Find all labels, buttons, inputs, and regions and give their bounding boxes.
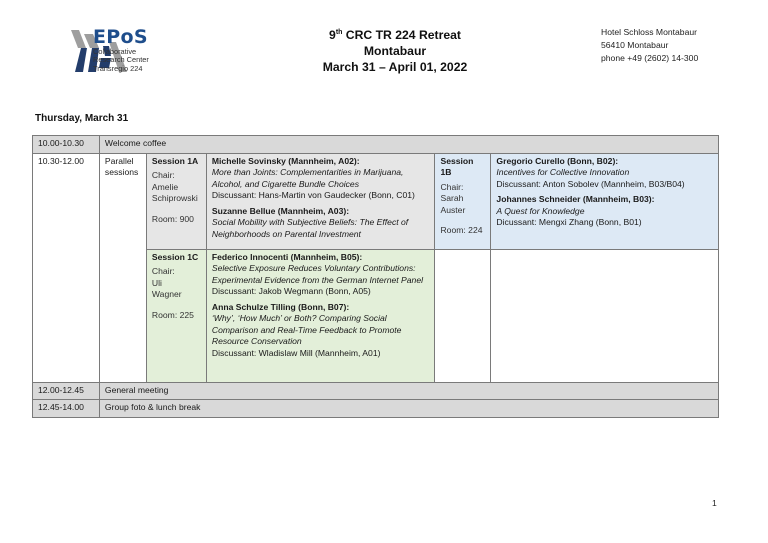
title-line-2: Montabaur xyxy=(363,44,427,58)
chair-first-name: Sarah xyxy=(440,193,464,203)
program-table xyxy=(32,135,719,418)
talk xyxy=(212,302,430,360)
title-line-1 xyxy=(270,27,520,43)
talk xyxy=(212,206,430,241)
talk-discussant: Discussant: Anton Sobolev (Mannheim, B03/B04) xyxy=(496,178,685,189)
talk xyxy=(212,252,430,298)
activity-type-line-1: Parallel xyxy=(104,155,134,166)
empty-cell xyxy=(435,249,491,382)
session-1a-talks xyxy=(206,153,435,249)
session-room: Room: 225 xyxy=(151,309,194,320)
activity-type-line-2: sessions xyxy=(104,167,139,177)
activity-cell: Group foto & lunch break xyxy=(99,400,718,418)
logo-text xyxy=(93,26,149,73)
session-name: Session 1B xyxy=(440,155,474,177)
talk xyxy=(496,156,713,191)
activity-type-cell xyxy=(99,153,146,382)
session-name: Session 1C xyxy=(151,251,199,262)
activity-cell: Welcome coffee xyxy=(99,136,718,154)
session-1b-talks xyxy=(491,153,719,249)
time-cell: 12.00-12.45 xyxy=(33,382,100,400)
session-room: Room: 900 xyxy=(151,213,194,224)
logo-subtitle-2: Research Center xyxy=(93,55,149,65)
talk-speaker: Suzanne Bellue (Mannheim, A03): xyxy=(211,205,350,216)
talk-discussant: Dicussant: Mengxi Zhang (Bonn, B01) xyxy=(496,217,642,227)
chair-first-name: Uli xyxy=(151,277,162,288)
session-1c-talks xyxy=(206,249,435,382)
chair-label: Chair: xyxy=(151,266,175,276)
address-line-3: phone +49 (2602) 14-300 xyxy=(601,53,699,63)
talk xyxy=(212,156,430,202)
talk-speaker: Gregorio Curello (Bonn, B02): xyxy=(496,155,619,166)
session-1a-info xyxy=(146,153,206,249)
title-event-name: CRC TR 224 Retreat xyxy=(342,28,461,42)
talk-title: ‘Why’, ‘How Much’ or Both? Comparing Social Comparison and Real-Time Feedback to Promote Resource Conservation xyxy=(211,313,402,346)
empty-cell xyxy=(491,249,719,382)
session-name: Session 1A xyxy=(151,155,199,166)
time-cell: 10.30-12.00 xyxy=(33,153,100,382)
time-cell: 12.45-14.00 xyxy=(33,400,100,418)
chair-label: Chair: xyxy=(151,170,175,180)
talk-title: Social Mobility with Subjective Beliefs: The Effect of Neighborhoods on Parental Investment xyxy=(211,217,409,239)
table-row xyxy=(33,153,719,249)
chair-last-name: Schiprowski xyxy=(151,193,198,203)
talk-title: Selective Exposure Reduces Voluntary Contributions: Experimental Evidence from the German Internet Panel xyxy=(211,263,424,285)
session-1c-info xyxy=(146,249,206,382)
day-heading: Thursday, March 31 xyxy=(35,113,129,124)
talk-speaker: Johannes Schneider (Mannheim, B03): xyxy=(496,194,655,204)
activity-cell: General meeting xyxy=(99,382,718,400)
venue-address xyxy=(601,26,698,65)
talk-speaker: Michelle Sovinsky (Mannheim, A02): xyxy=(211,155,360,166)
chair-last-name: Auster xyxy=(440,204,466,215)
session-room: Room: 224 xyxy=(440,225,483,235)
talk-title: Incentives for Collective Innovation xyxy=(496,167,630,177)
logo-name: EPoS xyxy=(93,26,148,48)
logo-subtitle-1: Collaborative xyxy=(93,47,137,56)
time-cell: 10.00-10.30 xyxy=(33,136,100,154)
table-row xyxy=(33,400,719,418)
talk xyxy=(496,194,713,229)
logo-subtitle-3: Transregio 224 xyxy=(93,63,143,73)
talk-discussant: Discussant: Hans-Martin von Gaudecker (Bonn, C01) xyxy=(211,190,415,200)
address-line-2: 56410 Montabaur xyxy=(601,40,669,50)
chair-label: Chair: xyxy=(440,181,464,192)
talk-discussant: Discussant: Wladislaw Mill (Mannheim, A01) xyxy=(211,347,381,358)
talk-title: A Quest for Knowledge xyxy=(496,205,585,216)
talk-discussant: Discussant: Jakob Wegmann (Bonn, A05) xyxy=(211,286,371,296)
table-row xyxy=(33,382,719,400)
talk-speaker: Anna Schulze Tilling (Bonn, B07): xyxy=(211,301,350,312)
table-row xyxy=(33,136,719,154)
edition-number: 9 xyxy=(329,28,336,42)
edition-suffix: th xyxy=(335,28,343,36)
chair-first-name: Amelie xyxy=(151,181,179,192)
session-1b-info xyxy=(435,153,491,249)
chair-last-name: Wagner xyxy=(151,289,182,299)
talk-title: More than Joints: Complementarities in Marijuana, Alcohol, and Cigarette Bundle Choices xyxy=(211,167,404,189)
title-line-3: March 31 – April 01, 2022 xyxy=(322,60,468,74)
address-line-1: Hotel Schloss Montabaur xyxy=(601,27,698,37)
page-number: 1 xyxy=(712,498,717,508)
document-title xyxy=(270,27,520,75)
talk-speaker: Federico Innocenti (Mannheim, B05): xyxy=(211,251,363,262)
